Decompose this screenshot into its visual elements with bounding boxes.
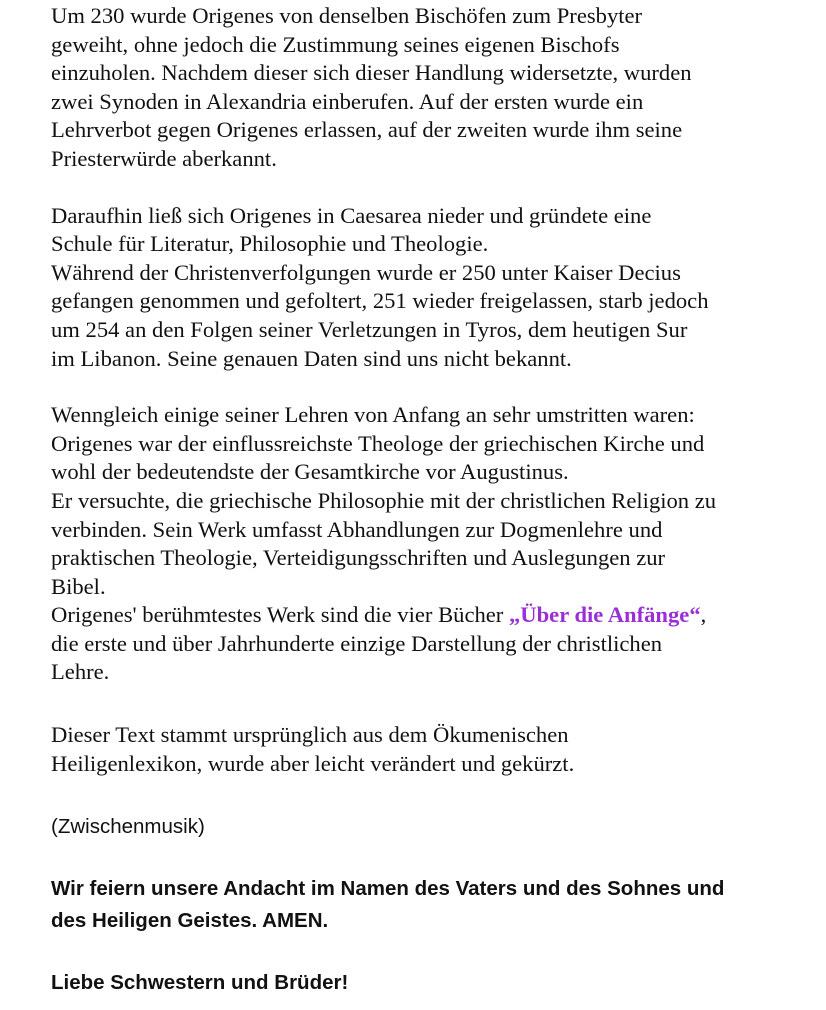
work-sentence-before: Origenes' berühmtestes Werk sind die vier Bücher	[51, 602, 509, 628]
text-line: Schule für Literatur, Philosophie und Theologie.	[51, 231, 489, 257]
paragraph-teachings	[51, 401, 811, 687]
text-line: Lehrverbot gegen Origenes erlassen, auf der zweiten wurde ihm seine	[51, 117, 683, 143]
text-line: praktischen Theologie, Verteidigungsschriften und Auslegungen zur	[51, 545, 666, 571]
paragraph-source	[51, 721, 811, 778]
text-line: Wir feiern unsere Andacht im Namen des Vaters und des Sohnes und	[51, 877, 725, 901]
text-line: einzuholen. Nachdem dieser sich dieser Handlung widersetzte, wurden	[51, 60, 692, 86]
text-line: im Libanon. Seine genauen Daten sind uns nicht bekannt.	[51, 345, 572, 371]
document-page	[51, 0, 811, 999]
text-line: Dieser Text stammt ursprünglich aus dem Ökumenischen	[51, 722, 569, 748]
text-line: die erste und über Jahrhunderte einzige Darstellung der christlichen	[51, 630, 663, 656]
text-line: um 254 an den Folgen seiner Verletzungen in Tyros, dem heutigen Sur	[51, 316, 688, 342]
text-line: Während der Christenverfolgungen wurde er 250 unter Kaiser Decius	[51, 259, 681, 285]
work-title-line	[51, 601, 811, 630]
music-note: (Zwischenmusik)	[51, 815, 205, 839]
text-line: des Heiligen Geistes. AMEN.	[51, 909, 329, 933]
greeting: Liebe Schwestern und Brüder!	[51, 971, 349, 995]
work-sentence-after: ,	[700, 602, 707, 628]
text-line: Lehre.	[51, 659, 110, 685]
text-line: Daraufhin ließ sich Origenes in Caesarea nieder und gründete eine	[51, 202, 652, 228]
text-line: Heiligenlexikon, wurde aber leicht verändert und gekürzt.	[51, 750, 575, 776]
text-line: geweiht, ohne jedoch die Zustimmung seines eigenen Bischofs	[51, 31, 620, 57]
paragraph-caesarea	[51, 202, 811, 374]
text-line: Origenes war der einflussreichste Theologe der griechischen Kirche und	[51, 430, 705, 456]
paragraph-ordination	[51, 2, 811, 174]
text-line: wohl der bedeutendste der Gesamtkirche vor Augustinus.	[51, 459, 569, 485]
text-line: Priesterwürde aberkannt.	[51, 145, 277, 171]
text-line: verbinden. Sein Werk umfasst Abhandlungen zur Dogmenlehre und	[51, 516, 663, 542]
text-line: gefangen genommen und gefoltert, 251 wieder freigelassen, starb jedoch	[51, 288, 709, 314]
work-title-highlight: „Über die Anfänge“	[508, 602, 701, 628]
text-line: Wenngleich einige seiner Lehren von Anfang an sehr umstritten waren:	[51, 402, 695, 428]
text-line: Er versuchte, die griechische Philosophie mit der christlichen Religion zu	[51, 487, 717, 513]
text-line: Bibel.	[51, 573, 106, 599]
prayer-invocation	[51, 873, 811, 937]
text-line: Um 230 wurde Origenes von denselben Bischöfen zum Presbyter	[51, 3, 643, 28]
text-line: zwei Synoden in Alexandria einberufen. Auf der ersten wurde ein	[51, 88, 644, 114]
